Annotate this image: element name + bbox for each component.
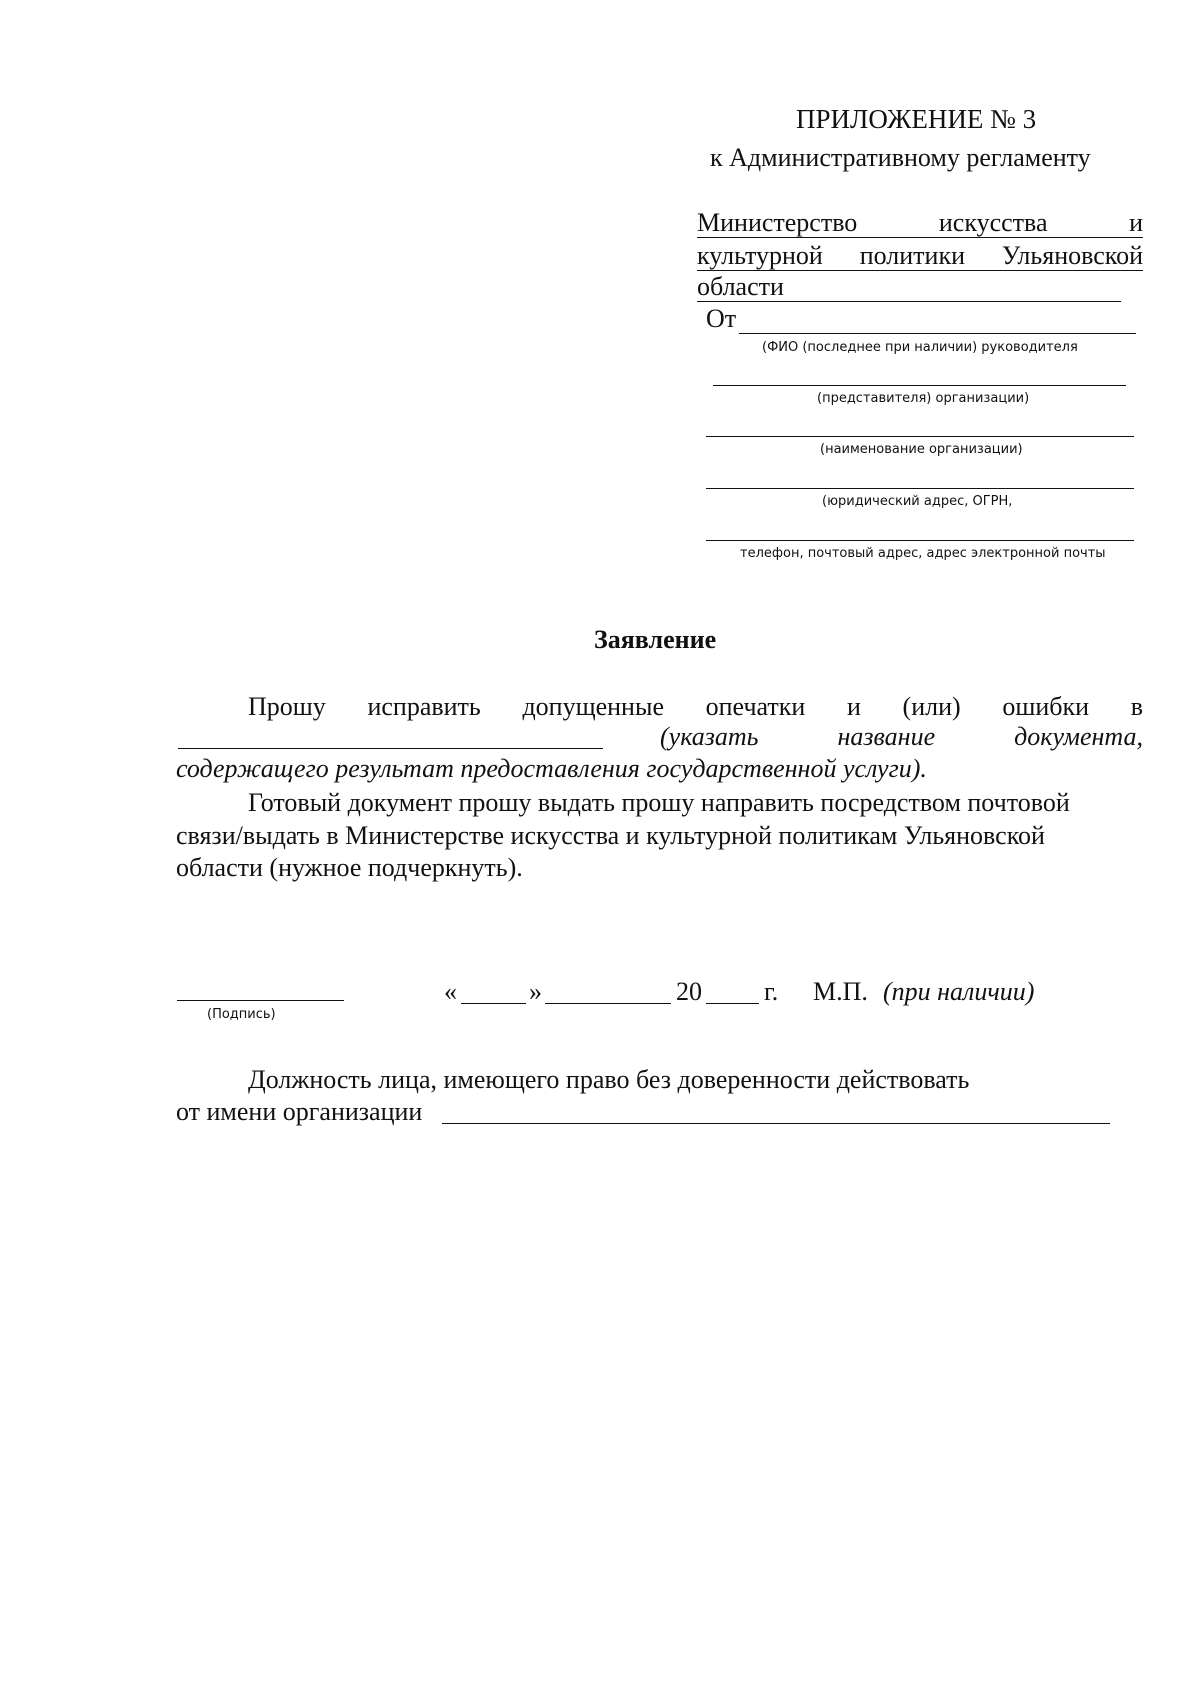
addressee-word: культурной <box>697 241 823 270</box>
para2-line-1: Готовый документ прошу выдать прошу направить посредством почтовой <box>248 788 1070 817</box>
date-day-line <box>461 1003 526 1004</box>
field-line-4 <box>706 488 1134 489</box>
stamp-label: М.П. <box>813 977 868 1006</box>
para1-line-2 <box>660 722 1143 752</box>
date-month-line <box>545 1003 671 1004</box>
para2-line-2: связи/выдать в Министерстве искусства и культурной политикам Ульяновской <box>176 821 1045 850</box>
para2-line-3: области (нужное подчеркнуть). <box>176 853 523 882</box>
position-field-line <box>442 1123 1110 1124</box>
para1-line-1 <box>248 692 1143 722</box>
addressee-line-3: области <box>697 272 784 301</box>
appendix-title: ПРИЛОЖЕНИЕ № 3 <box>796 104 1037 134</box>
caption-org-name: (наименование организации) <box>820 442 1023 457</box>
signature-line <box>177 1000 344 1001</box>
para-word: (или) <box>902 692 961 721</box>
addressee-word: искусства <box>938 208 1048 237</box>
date-year-suffix: г. <box>764 977 779 1006</box>
date-year-prefix: 20 <box>676 977 702 1006</box>
from-field-line <box>739 333 1136 334</box>
para-word: Прошу <box>248 692 326 721</box>
para-word: документа, <box>1014 722 1143 751</box>
document-title: Заявление <box>594 625 717 654</box>
para-word: в <box>1130 692 1143 721</box>
addressee-underline-2 <box>697 270 1143 271</box>
addressee-underline-3 <box>697 301 1121 302</box>
para-word: опечатки <box>705 692 806 721</box>
addressee-word: Министерство <box>697 208 858 237</box>
addressee-line-1 <box>697 208 1143 238</box>
field-line-5 <box>706 540 1134 541</box>
field-line-3 <box>706 436 1134 437</box>
document-name-field-line <box>178 748 603 749</box>
signature-caption: (Подпись) <box>207 1007 276 1022</box>
para-word: исправить <box>367 692 481 721</box>
stamp-note: (при наличии) <box>883 977 1035 1006</box>
from-label: От <box>706 304 737 333</box>
para-word: допущенные <box>522 692 664 721</box>
date-quote-open: « <box>444 977 457 1006</box>
position-line-2: от имени организации <box>176 1097 423 1126</box>
addressee-underline-1 <box>697 237 1143 238</box>
addressee-line-2 <box>697 241 1143 271</box>
para-word: название <box>837 722 936 751</box>
para-word: и <box>846 692 861 721</box>
position-line-1: Должность лица, имеющего право без доверенности действовать <box>248 1065 970 1094</box>
date-quote-close: » <box>529 977 542 1006</box>
caption-contacts: телефон, почтовый адрес, адрес электронной почты <box>740 546 1106 561</box>
addressee-word: и <box>1129 208 1143 237</box>
addressee-word: Ульяновской <box>1001 241 1143 270</box>
field-line-2 <box>713 385 1126 386</box>
caption-representative: (представителя) организации) <box>817 391 1030 406</box>
caption-legal-address: (юридический адрес, ОГРН, <box>822 494 1013 509</box>
para-word: (указать <box>660 722 759 751</box>
caption-fio: (ФИО (последнее при наличии) руководителя <box>762 340 1078 355</box>
addressee-word: политики <box>859 241 966 270</box>
para1-line-3: содержащего результат предоставления государственной услуги). <box>176 754 927 783</box>
para-word: ошибки <box>1002 692 1090 721</box>
appendix-subtitle: к Административному регламенту <box>710 143 1091 172</box>
date-year-line <box>706 1003 759 1004</box>
